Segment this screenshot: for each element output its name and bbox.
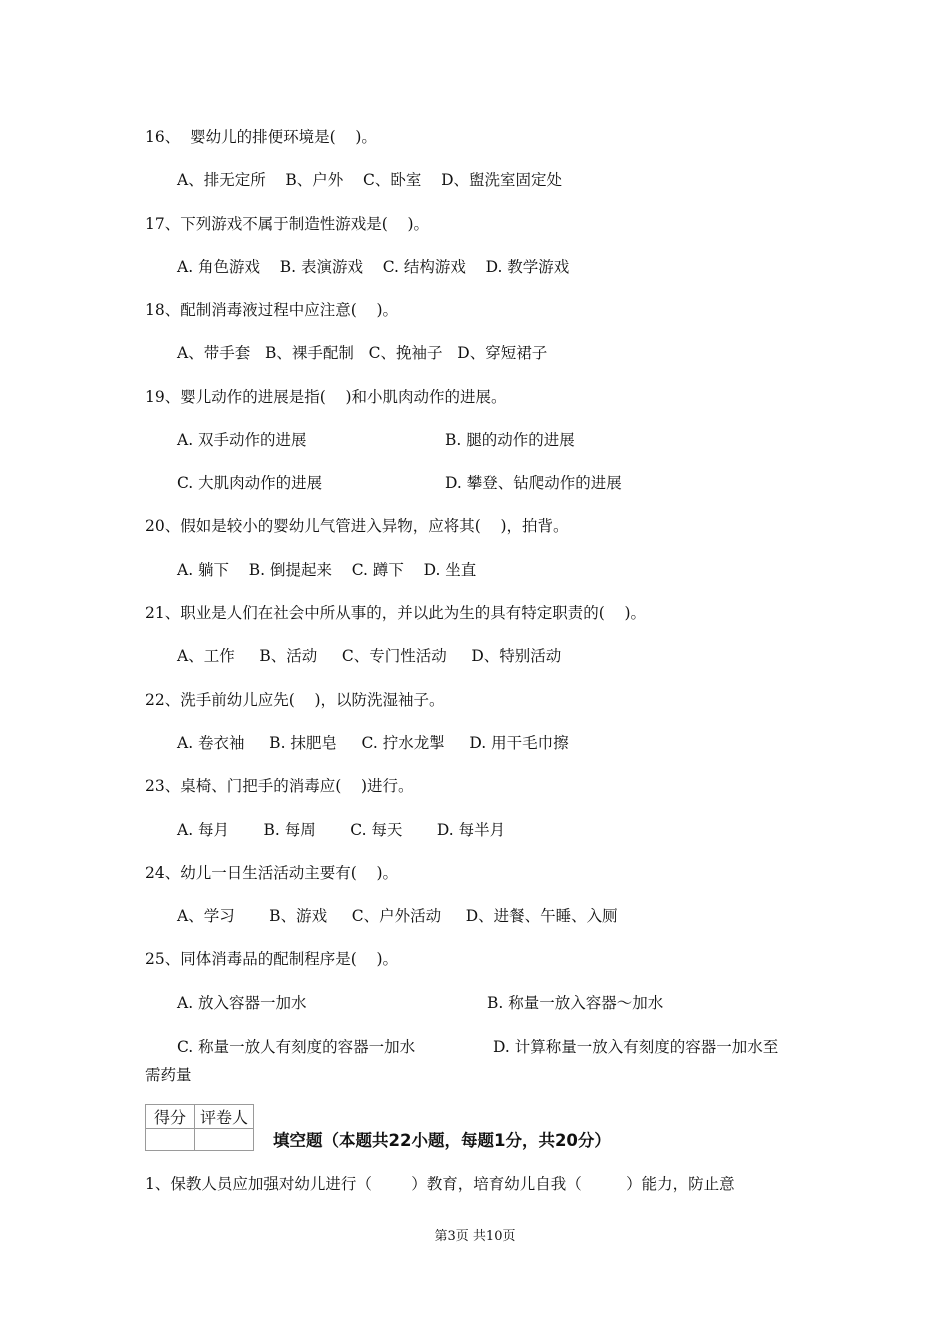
question-25-option-c: C. 称量一放人有刻度的容器一加水 bbox=[177, 1038, 416, 1056]
score-box bbox=[145, 1104, 254, 1151]
section-title: 填空题（本题共22小题，每题1分，共20分） bbox=[273, 1131, 611, 1150]
question-16-options: A、排无定所 B、户外 C、卧室 D、盥洗室固定处 bbox=[177, 171, 562, 189]
question-22-stem: 22、洗手前幼儿应先( )，以防洗湿袖子。 bbox=[145, 691, 445, 709]
page-number: 第3页 共10页 bbox=[434, 1229, 516, 1244]
grader-label: 评卷人 bbox=[195, 1105, 254, 1129]
question-21-options: A、工作 B、活动 C、专门性活动 D、特别活动 bbox=[177, 647, 562, 665]
score-cell bbox=[146, 1129, 195, 1151]
question-18-stem: 18、配制消毒液过程中应注意( )。 bbox=[145, 301, 399, 319]
question-20-stem: 20、假如是较小的婴幼儿气管进入异物，应将其( )，拍背。 bbox=[145, 517, 569, 535]
question-24-options: A、学习 B、游戏 C、户外活动 D、进餐、午睡、入厕 bbox=[177, 907, 618, 925]
score-label: 得分 bbox=[146, 1105, 195, 1129]
question-25-option-d-continued: 需药量 bbox=[145, 1066, 192, 1084]
question-20-options: A. 躺下 B. 倒提起来 C. 蹲下 D. 坐直 bbox=[177, 561, 477, 579]
question-22-options: A. 卷衣袖 B. 抹肥皂 C. 拧水龙掣 D. 用干毛巾擦 bbox=[177, 734, 569, 752]
question-25-option-d: D. 计算称量一放入有刻度的容器一加水至 bbox=[493, 1038, 779, 1056]
question-25-option-b: B. 称量一放入容器～加水 bbox=[487, 994, 664, 1012]
question-16-stem: 16、 婴幼儿的排便环境是( )。 bbox=[145, 128, 377, 146]
grader-cell bbox=[195, 1129, 254, 1151]
fill-blank-question-1: 1、保教人员应加强对幼儿进行（ ）教育，培育幼儿自我（ ）能力，防止意 bbox=[145, 1175, 735, 1193]
question-25-option-a: A. 放入容器一加水 bbox=[177, 994, 307, 1012]
question-19-option-b: B. 腿的动作的进展 bbox=[445, 431, 575, 449]
question-19-option-d: D. 攀登、钻爬动作的进展 bbox=[445, 474, 622, 492]
question-25-stem: 25、同体消毒品的配制程序是( )。 bbox=[145, 950, 399, 968]
question-23-options: A. 每月 B. 每周 C. 每天 D. 每半月 bbox=[177, 821, 506, 839]
question-17-options: A. 角色游戏 B. 表演游戏 C. 结构游戏 D. 教学游戏 bbox=[177, 258, 570, 276]
question-24-stem: 24、幼儿一日生活活动主要有( )。 bbox=[145, 864, 399, 882]
question-19-option-c: C. 大肌肉动作的进展 bbox=[177, 474, 323, 492]
question-23-stem: 23、桌椅、门把手的消毒应( )进行。 bbox=[145, 777, 414, 795]
question-19-option-a: A. 双手动作的进展 bbox=[177, 431, 307, 449]
question-21-stem: 21、职业是人们在社会中所从事的，并以此为生的具有特定职责的( )。 bbox=[145, 604, 647, 622]
question-18-options: A、带手套 B、裸手配制 C、挽袖子 D、穿短裙子 bbox=[177, 344, 548, 362]
question-19-stem: 19、婴儿动作的进展是指( )和小肌肉动作的进展。 bbox=[145, 388, 507, 406]
question-17-stem: 17、下列游戏不属于制造性游戏是( )。 bbox=[145, 215, 430, 233]
